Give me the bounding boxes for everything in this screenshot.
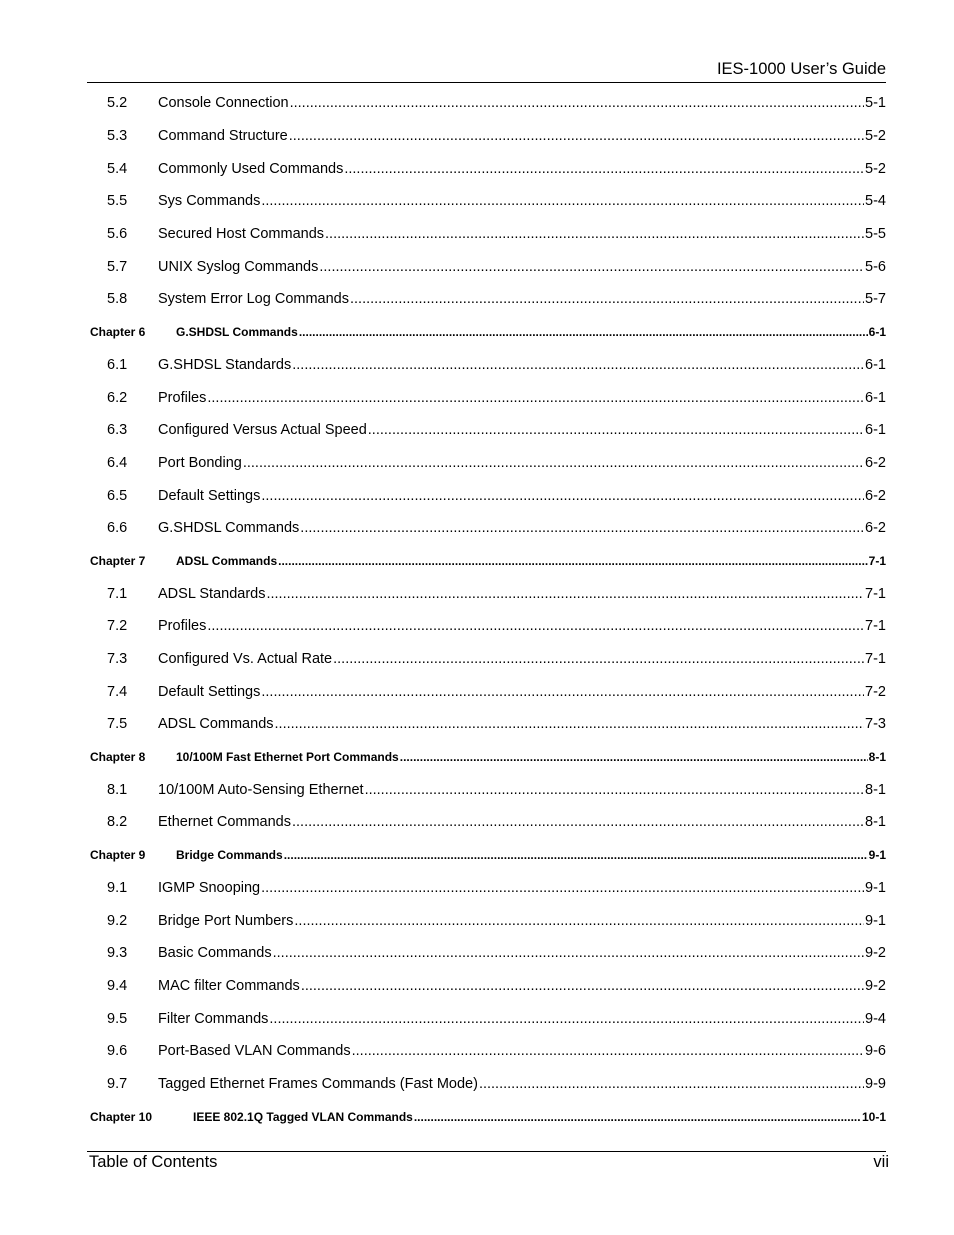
toc-chapter-entry[interactable] <box>88 741 886 774</box>
toc-section-entry[interactable] <box>88 610 886 643</box>
toc-entry-number: Chapter 6 <box>90 325 146 340</box>
toc-entry-title: G.SHDSL Commands <box>158 520 300 537</box>
toc-entry-title: Configured Versus Actual Speed <box>158 422 367 439</box>
toc-section-entry[interactable] <box>88 381 886 414</box>
toc-entry-page: 5-1 <box>865 95 886 112</box>
toc-entry-number: 7.1 <box>107 585 128 602</box>
toc-entry-line <box>158 618 886 634</box>
toc-entry-title: G.SHDSL Standards <box>158 356 292 373</box>
dot-leader <box>278 554 868 568</box>
toc-section-entry[interactable] <box>88 185 886 218</box>
toc-entry-page: 7-3 <box>865 716 886 733</box>
toc-section-entry[interactable] <box>88 1002 886 1035</box>
toc-entry-number: 5.3 <box>107 128 128 145</box>
toc-entry-line <box>158 716 886 732</box>
toc-entry-line <box>158 782 886 798</box>
toc-entry-title: Tagged Ethernet Frames Commands (Fast Mode) <box>158 1075 478 1092</box>
toc-entry-page: 6-1 <box>865 422 886 439</box>
toc-entry-page: 6-2 <box>865 520 886 537</box>
toc-section-entry[interactable] <box>88 250 886 283</box>
toc-entry-line <box>158 814 886 830</box>
toc-entry-line <box>158 259 886 275</box>
toc-entry-number: 5.2 <box>107 95 128 112</box>
toc-section-entry[interactable] <box>88 120 886 153</box>
toc-entry-line <box>158 291 886 307</box>
toc-entry-number: 8.2 <box>107 814 128 831</box>
dot-leader <box>344 161 864 177</box>
toc-entry-page: 6-2 <box>865 487 886 504</box>
toc-chapter-entry[interactable] <box>88 545 886 578</box>
toc-section-entry[interactable] <box>88 447 886 480</box>
toc-entry-line <box>176 554 886 568</box>
toc-entry-line <box>158 945 886 961</box>
dot-leader <box>292 814 864 830</box>
toc-entry-line <box>158 1043 886 1059</box>
dot-leader <box>289 128 864 144</box>
toc-entry-title: UNIX Syslog Commands <box>158 258 319 275</box>
toc-entry-line <box>158 161 886 177</box>
toc-section-entry[interactable] <box>88 708 886 741</box>
toc-entry-title: 10/100M Fast Ethernet Port Commands <box>176 750 399 765</box>
toc-entry-number: 6.2 <box>107 389 128 406</box>
dot-leader <box>333 651 864 667</box>
toc-entry-page: 9-9 <box>865 1075 886 1092</box>
toc-entry-line <box>158 880 886 896</box>
dot-leader <box>368 422 864 438</box>
toc-entry-number: 9.4 <box>107 977 128 994</box>
toc-entry-page: 7-1 <box>868 553 886 568</box>
dot-leader <box>294 913 864 929</box>
toc-entry-line <box>158 913 886 929</box>
toc-entry-title: IGMP Snooping <box>158 879 261 896</box>
toc-entry-page: 8-1 <box>868 750 886 765</box>
dot-leader <box>479 1076 864 1092</box>
toc-entry-line <box>158 586 886 602</box>
toc-section-entry[interactable] <box>88 414 886 447</box>
toc-entry-page: 6-1 <box>868 325 886 340</box>
toc-entry-number: 6.3 <box>107 422 128 439</box>
document-header-title: IES-1000 User’s Guide <box>716 60 886 78</box>
toc-section-entry[interactable] <box>88 218 886 251</box>
toc-entry-line <box>176 325 886 339</box>
toc-entry-title: IEEE 802.1Q Tagged VLAN Commands <box>193 1109 413 1124</box>
toc-entry-number: 7.4 <box>107 683 128 700</box>
toc-entry-number: 5.5 <box>107 193 128 210</box>
toc-entry-number: 9.1 <box>107 879 128 896</box>
toc-entry-title: Sys Commands <box>158 193 261 210</box>
toc-entry-title: Filter Commands <box>158 1010 269 1027</box>
toc-section-entry[interactable] <box>88 1068 886 1101</box>
dot-leader <box>300 520 864 536</box>
dot-leader <box>350 291 864 307</box>
toc-entry-title: 10/100M Auto-Sensing Ethernet <box>158 781 364 798</box>
toc-entry-line <box>158 455 886 471</box>
toc-section-entry[interactable] <box>88 806 886 839</box>
toc-entry-title: Default Settings <box>158 487 261 504</box>
dot-leader <box>243 455 864 471</box>
toc-entry-page: 9-2 <box>865 945 886 962</box>
toc-entry-number: 5.8 <box>107 291 128 308</box>
toc-section-entry[interactable] <box>88 349 886 382</box>
toc-entry-number: 5.7 <box>107 258 128 275</box>
toc-entry-number: Chapter 10 <box>90 1109 153 1124</box>
toc-entry-number: 9.7 <box>107 1075 128 1092</box>
toc-entry-number: 9.2 <box>107 912 128 929</box>
toc-section-entry[interactable] <box>88 937 886 970</box>
toc-entry-title: ADSL Standards <box>158 585 266 602</box>
toc-entry-page: 5-4 <box>865 193 886 210</box>
toc-entry-title: Port-Based VLAN Commands <box>158 1043 351 1060</box>
dot-leader <box>261 193 864 209</box>
footer-page-number: vii <box>873 1153 889 1171</box>
toc-entry-number: 7.2 <box>107 618 128 635</box>
toc-chapter-entry[interactable] <box>88 1100 886 1133</box>
toc-entry-title: Bridge Commands <box>176 848 283 863</box>
toc-entry-number: Chapter 7 <box>90 553 146 568</box>
toc-entry-number: 8.1 <box>107 781 128 798</box>
toc-entry-title: Default Settings <box>158 683 261 700</box>
dot-leader <box>275 716 865 732</box>
toc-entry-line <box>158 520 886 536</box>
dot-leader <box>261 684 864 700</box>
toc-entry-page: 5-7 <box>865 291 886 308</box>
toc-entry-line <box>158 684 886 700</box>
toc-entry-line <box>158 651 886 667</box>
toc-entry-title: MAC filter Commands <box>158 977 300 994</box>
toc-entry-line <box>158 1011 886 1027</box>
toc-entry-number: Chapter 9 <box>90 848 146 863</box>
toc-section-entry[interactable] <box>88 872 886 905</box>
toc-section-entry[interactable] <box>88 643 886 676</box>
toc-section-entry[interactable] <box>88 773 886 806</box>
toc-entry-page: 6-1 <box>865 356 886 373</box>
toc-entry-line <box>158 978 886 994</box>
toc-section-entry[interactable] <box>88 152 886 185</box>
dot-leader <box>284 848 868 862</box>
dot-leader <box>400 750 868 764</box>
toc-entry-page: 8-1 <box>865 781 886 798</box>
toc-entry-page: 5-5 <box>865 226 886 243</box>
dot-leader <box>261 880 864 896</box>
toc-entry-title: Bridge Port Numbers <box>158 912 294 929</box>
toc-entry-number: 5.4 <box>107 160 128 177</box>
toc-entry-title: G.SHDSL Commands <box>176 325 298 340</box>
toc-chapter-entry[interactable] <box>88 316 886 349</box>
toc-section-entry[interactable] <box>88 675 886 708</box>
dot-leader <box>290 95 864 111</box>
toc-section-entry[interactable] <box>88 970 886 1003</box>
toc-entry-number: 5.6 <box>107 226 128 243</box>
toc-section-entry[interactable] <box>88 904 886 937</box>
toc-entry-title: Command Structure <box>158 128 288 145</box>
toc-entry-number: 9.6 <box>107 1043 128 1060</box>
toc-entry-title: Basic Commands <box>158 945 272 962</box>
toc-section-entry[interactable] <box>88 87 886 120</box>
toc-entry-title: Commonly Used Commands <box>158 160 344 177</box>
toc-entry-line <box>158 488 886 504</box>
toc-chapter-entry[interactable] <box>88 839 886 872</box>
toc-entry-number: Chapter 8 <box>90 750 146 765</box>
toc-entry-page: 9-4 <box>865 1010 886 1027</box>
toc-entry-page: 5-6 <box>865 258 886 275</box>
toc-entry-number: 7.3 <box>107 651 128 668</box>
toc-section-entry[interactable] <box>88 283 886 316</box>
toc-section-entry[interactable] <box>88 512 886 545</box>
toc-entry-page: 8-1 <box>865 814 886 831</box>
toc-entry-page: 7-1 <box>865 651 886 668</box>
toc-section-entry[interactable] <box>88 1035 886 1068</box>
toc-entry-number: 9.5 <box>107 1010 128 1027</box>
dot-leader <box>273 945 864 961</box>
toc-entry-line <box>158 128 886 144</box>
toc-entry-line <box>176 750 886 764</box>
toc-entry-title: Port Bonding <box>158 454 242 471</box>
dot-leader <box>319 259 864 275</box>
dot-leader <box>292 357 864 373</box>
toc-entry-line <box>158 226 886 242</box>
toc-entry-number: 9.3 <box>107 945 128 962</box>
toc-entry-title: Configured Vs. Actual Rate <box>158 651 333 668</box>
toc-entry-title: ADSL Commands <box>176 553 278 568</box>
toc-entry-page: 9-6 <box>865 1043 886 1060</box>
toc-entry-title: Profiles <box>158 389 207 406</box>
toc-entry-page: 9-1 <box>865 912 886 929</box>
toc-entry-line <box>176 848 886 862</box>
toc-entry-number: 6.1 <box>107 356 128 373</box>
dot-leader <box>352 1043 864 1059</box>
footer-section-title: Table of Contents <box>89 1153 218 1171</box>
toc-entry-title: Console Connection <box>158 95 289 112</box>
dot-leader <box>365 782 864 798</box>
toc-entry-page: 6-1 <box>865 389 886 406</box>
dot-leader <box>207 390 864 406</box>
toc-entry-title: Ethernet Commands <box>158 814 291 831</box>
toc-entry-page: 9-2 <box>865 977 886 994</box>
toc-entry-line <box>158 193 886 209</box>
header-rule <box>87 82 886 83</box>
toc-entry-page: 5-2 <box>865 128 886 145</box>
toc-entry-title: Profiles <box>158 618 207 635</box>
table-of-contents <box>88 87 886 1133</box>
dot-leader <box>301 978 864 994</box>
toc-entry-page: 9-1 <box>868 848 886 863</box>
toc-section-entry[interactable] <box>88 577 886 610</box>
dot-leader <box>325 226 864 242</box>
toc-entry-page: 7-1 <box>865 618 886 635</box>
toc-entry-number: 6.6 <box>107 520 128 537</box>
toc-entry-line <box>158 357 886 373</box>
toc-entry-title: System Error Log Commands <box>158 291 349 308</box>
toc-entry-title: ADSL Commands <box>158 716 274 733</box>
dot-leader <box>266 586 864 602</box>
toc-entry-page: 7-1 <box>865 585 886 602</box>
toc-entry-page: 5-2 <box>865 160 886 177</box>
dot-leader <box>207 618 864 634</box>
dot-leader <box>269 1011 864 1027</box>
toc-entry-line <box>158 95 886 111</box>
toc-entry-number: 6.4 <box>107 454 128 471</box>
toc-entry-number: 6.5 <box>107 487 128 504</box>
footer-rule <box>87 1151 886 1152</box>
toc-entry-title: Secured Host Commands <box>158 226 325 243</box>
toc-entry-number: 7.5 <box>107 716 128 733</box>
toc-entry-page: 10-1 <box>861 1109 886 1124</box>
toc-entry-page: 7-2 <box>865 683 886 700</box>
toc-entry-line <box>158 422 886 438</box>
toc-section-entry[interactable] <box>88 479 886 512</box>
toc-entry-line <box>158 390 886 406</box>
toc-entry-line <box>158 1076 886 1092</box>
dot-leader <box>299 325 868 339</box>
toc-entry-page: 6-2 <box>865 454 886 471</box>
dot-leader <box>261 488 864 504</box>
toc-entry-page: 9-1 <box>865 879 886 896</box>
toc-entry-line <box>193 1110 886 1124</box>
dot-leader <box>414 1110 861 1124</box>
